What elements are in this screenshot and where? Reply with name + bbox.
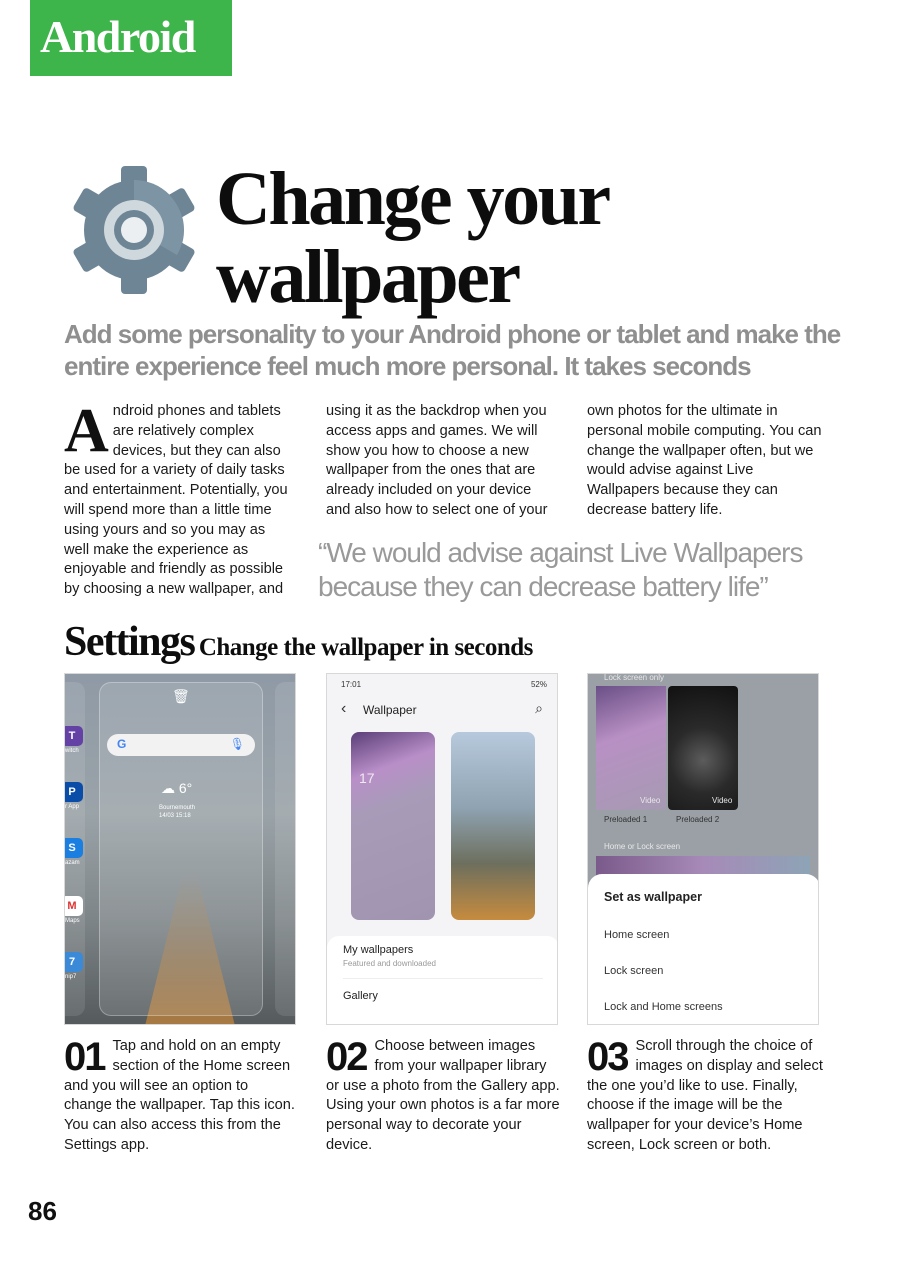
preloaded-thumb-2[interactable] xyxy=(668,686,738,810)
pull-quote: “We would advise against Live Wallpapers because they can decrease battery life” xyxy=(318,537,803,602)
app-label: witch xyxy=(65,748,79,754)
lock-screen-only-label: Lock screen only xyxy=(604,673,665,682)
step-text: Choose between images from your wallpaper library or use a photo from the Gallery app. Using your own photos is a far more personal way to decorate your device. xyxy=(326,1038,560,1153)
app-label: nip7 xyxy=(65,974,77,980)
status-time: 17:01 xyxy=(341,680,362,689)
trash-icon[interactable]: 🗑 xyxy=(172,688,190,704)
app-glyph: S xyxy=(68,842,76,854)
page-number: 86 xyxy=(28,1196,57,1226)
back-arrow-icon[interactable]: ‹ xyxy=(341,700,347,717)
wallpaper-screen-title: Wallpaper xyxy=(363,703,417,717)
preloaded-1-label: Preloaded 1 xyxy=(604,815,648,824)
weather-date: 14/03 15:18 xyxy=(159,813,191,819)
settings-gear-icon xyxy=(70,164,198,296)
google-icon: G xyxy=(117,737,127,751)
location-name: Bournemouth xyxy=(159,805,196,811)
app-label: azam xyxy=(65,860,80,866)
option-lock-screen[interactable]: Lock screen xyxy=(604,965,664,977)
body-text-1: ndroid phones and tablets are relatively complex devices, but they can also be used for a variety of daily tasks and entertainment. Potentially, you will spend more than a little time using yours and so you may as well make the experience as enjoyable and friendly as possible by choosing a new wallpaper, and xyxy=(64,403,288,598)
option-home-screen[interactable]: Home screen xyxy=(604,929,670,941)
body-column-2: using it as the backdrop when you access apps and games. We will show you how to choose a new wallpaper from the ones that are already included on your device and also how to select one of your xyxy=(326,403,548,518)
app-label: r App xyxy=(65,804,80,810)
app-icon[interactable] xyxy=(64,952,83,972)
home-page-card[interactable] xyxy=(99,682,263,1016)
app-glyph: P xyxy=(68,786,76,798)
maps-app-icon[interactable] xyxy=(64,896,83,916)
divider xyxy=(343,978,543,979)
page-title xyxy=(216,157,609,319)
screenshot-home-edit xyxy=(64,673,296,1025)
shazam-app-icon[interactable] xyxy=(64,838,83,858)
lock-screen-preview[interactable] xyxy=(351,732,435,920)
video-tag: Video xyxy=(712,796,733,805)
weather-widget[interactable]: ☁ 6° xyxy=(161,780,193,796)
sheet-title: Set as wallpaper xyxy=(604,890,702,904)
step-1 xyxy=(64,1037,300,1156)
step-3 xyxy=(587,1037,823,1156)
lock-preview-time: 17 xyxy=(359,770,375,786)
app-glyph: 7 xyxy=(68,956,76,968)
google-search-bar[interactable] xyxy=(107,734,255,756)
drop-cap: A xyxy=(64,397,109,465)
title-line-2: wallpaper xyxy=(216,235,519,319)
title-line-1: Change your xyxy=(216,157,609,241)
app-glyph: T xyxy=(68,730,76,742)
my-wallpapers-item[interactable]: My wallpapers xyxy=(343,944,414,956)
temperature: 6° xyxy=(178,780,193,796)
section-tag: Android xyxy=(30,0,232,76)
app-icon[interactable] xyxy=(64,782,83,802)
section-heading xyxy=(64,618,533,666)
app-glyph: M xyxy=(67,900,77,912)
standfirst: Add some personality to your Android phone or tablet and make the entire experience feel much more personal. It takes seconds xyxy=(64,319,841,381)
search-icon[interactable]: ⌕ xyxy=(535,700,543,716)
preloaded-thumb-1[interactable] xyxy=(596,686,666,810)
home-or-lock-label: Home or Lock screen xyxy=(604,842,681,851)
preloaded-2-label: Preloaded 2 xyxy=(676,815,720,824)
home-screen-preview[interactable] xyxy=(451,732,535,920)
step-text: Tap and hold on an empty section of the Home screen and you will see an option to change the wallpaper. Tap this icon. You can also access this from the Settings app. xyxy=(64,1038,295,1153)
twitch-app-icon[interactable] xyxy=(64,726,83,746)
step-number: 03 xyxy=(587,1035,628,1079)
step-2 xyxy=(326,1037,562,1156)
app-label: Maps xyxy=(65,918,80,924)
adjacent-page-right xyxy=(275,682,296,1016)
option-lock-and-home[interactable]: Lock and Home screens xyxy=(604,1001,723,1013)
section-subtitle: Change the wallpaper in seconds xyxy=(198,634,533,661)
status-battery: 52% xyxy=(530,680,547,689)
video-tag: Video xyxy=(640,796,661,805)
gallery-item[interactable]: Gallery xyxy=(343,990,378,1002)
weather-location xyxy=(159,804,195,820)
section-title: Settings xyxy=(64,619,195,665)
step-text: Scroll through the choice of images on display and select the one you’d like to use. Finally, choose if the image will be the wallpaper for your device’s Home screen, Lock screen or both. xyxy=(587,1038,823,1153)
my-wallpapers-subtitle: Featured and downloaded xyxy=(343,959,436,968)
screenshot-wallpaper-screen xyxy=(326,673,558,1025)
body-column-3: own photos for the ultimate in personal mobile computing. You can change the wallpaper often, but we would advise against Live Wallpapers because they can decrease battery life. xyxy=(587,403,822,518)
step-number: 01 xyxy=(64,1035,105,1079)
step-number: 02 xyxy=(326,1035,367,1079)
mic-icon[interactable]: 🎙 xyxy=(229,737,245,751)
screenshot-set-wallpaper xyxy=(587,673,819,1025)
body-column-1 xyxy=(64,397,292,600)
